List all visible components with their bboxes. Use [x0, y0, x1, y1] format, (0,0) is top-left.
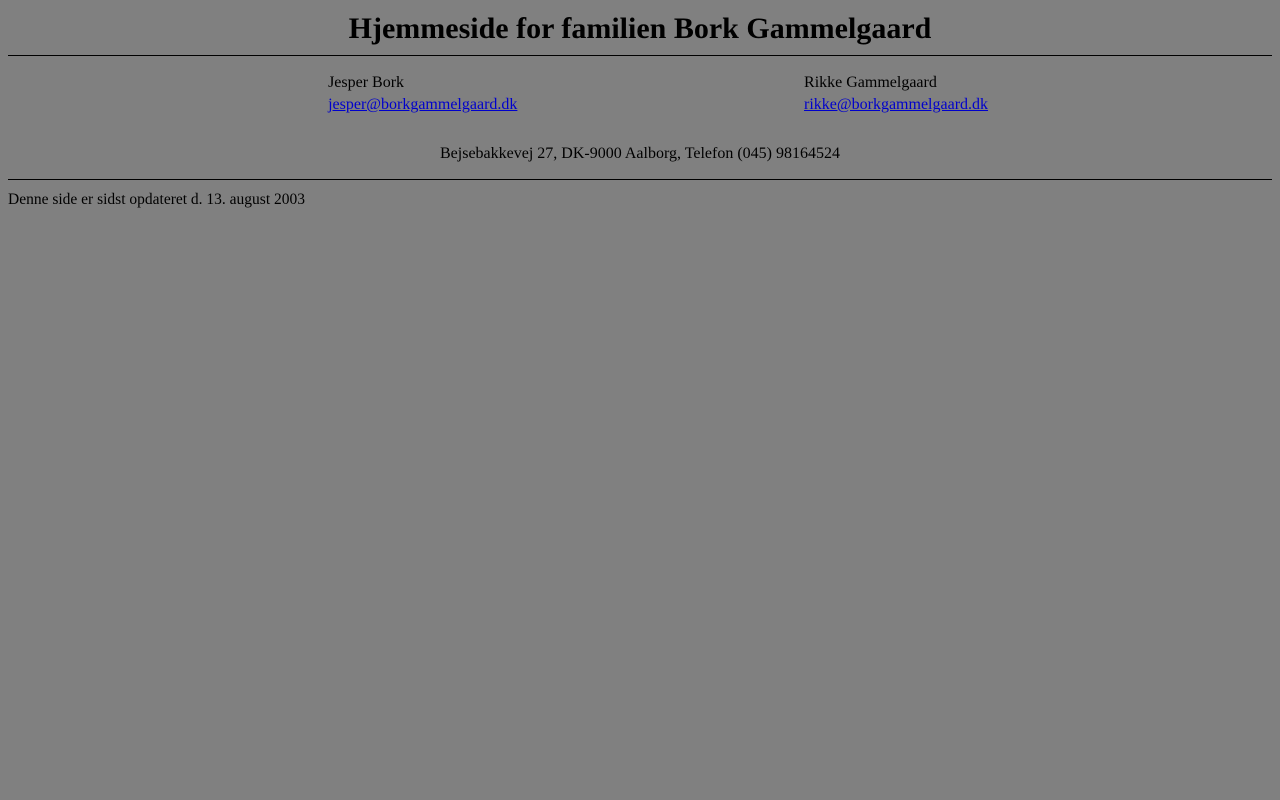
contact-cell-jesper: [328, 72, 804, 116]
spacer-cell: [0, 72, 328, 116]
table-row: [0, 72, 1280, 116]
page-title: Hjemmeside for familien Bork Gammelgaard: [348, 12, 932, 45]
contact-email-rikke-link[interactable]: rikke@borkgammelgaard.dk: [804, 96, 989, 113]
contact-email-jesper-wrapper: [328, 94, 804, 116]
postal-address: Bejsebakkevej 27, DK-9000 Aalborg, Telefon (045) 98164524: [440, 145, 840, 162]
contact-name-rikke: Rikke Gammelgaard: [804, 74, 937, 91]
divider-top: [8, 55, 1272, 56]
contact-name-jesper: Jesper Bork: [328, 74, 405, 91]
contacts-table: [0, 72, 1280, 116]
contact-cell-rikke: [804, 72, 1280, 116]
divider-bottom: [8, 179, 1272, 180]
contact-email-jesper-link[interactable]: jesper@borkgammelgaard.dk: [328, 96, 518, 113]
contact-email-rikke-wrapper: [804, 94, 1280, 116]
last-updated-note: Denne side er sidst opdateret d. 13. august 2003: [8, 191, 306, 208]
